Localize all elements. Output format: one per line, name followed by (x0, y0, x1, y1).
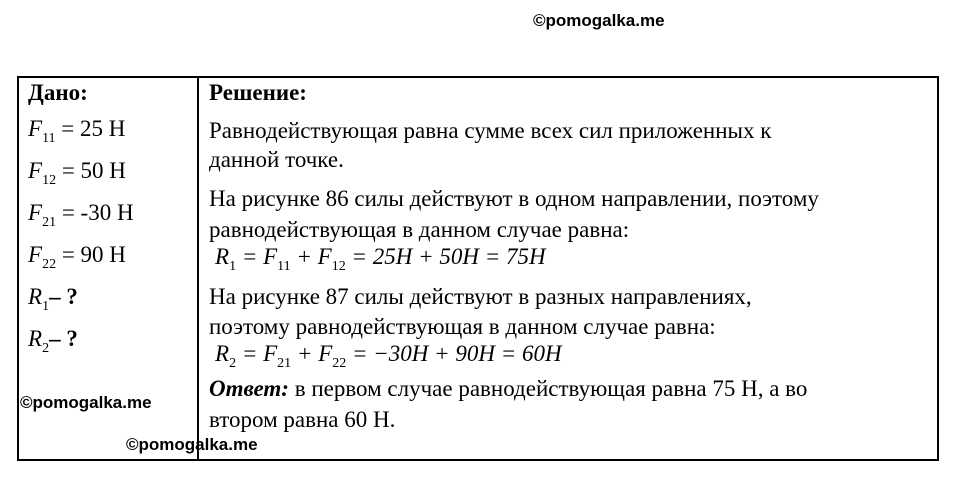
given-heading: Дано: (28, 80, 88, 105)
solution-text-line: поэтому равнодействующая в данном случае равна: (209, 314, 716, 339)
given-sub: 2 (42, 341, 50, 356)
solution-heading: Решение: (209, 80, 307, 105)
solution-text-line: На рисунке 86 силы действуют в одном направлении, поэтому (209, 186, 819, 211)
watermark-bottom: ©pomogalka.me (126, 435, 258, 454)
column-divider (197, 76, 199, 461)
given-sub: 22 (42, 257, 57, 272)
given-var: R (28, 284, 43, 309)
solution-text-line: На рисунке 87 силы действуют в разных направлениях, (209, 284, 752, 309)
watermark-left: ©pomogalka.me (20, 393, 152, 412)
given-item-r2 (28, 326, 78, 357)
given-value: = -30 Н (56, 200, 134, 225)
formula-var: F (263, 341, 278, 366)
given-sub: 12 (42, 173, 57, 188)
given-item-f11 (28, 116, 125, 147)
given-value: = 90 Н (56, 242, 126, 267)
given-item-f12 (28, 158, 126, 189)
answer-line (209, 374, 807, 404)
formula-var: R (215, 341, 230, 366)
formula-var: F (317, 244, 332, 269)
answer-label: Ответ: (209, 376, 289, 401)
given-item-f22 (28, 242, 126, 273)
given-var: F (28, 200, 43, 225)
formula-var: F (318, 341, 333, 366)
formula-sub: 11 (277, 259, 291, 274)
given-value: = 25 Н (55, 116, 126, 141)
formula-tail: = 25H + 50H = 75H (351, 244, 546, 269)
formula-var: F (263, 244, 278, 269)
solution-text-line: данной точке. (209, 147, 344, 172)
given-sub: 11 (42, 131, 56, 146)
given-column (28, 78, 193, 356)
answer-text: в первом случае равнодействующая равна 75 Н, а во (288, 376, 808, 401)
solution-text-line: равнодействующая в данном случае равна: (209, 217, 630, 242)
given-value: = 50 Н (56, 158, 126, 183)
formula-sub: 1 (229, 259, 237, 274)
formula-tail: = −30H + 90H = 60H (352, 341, 562, 366)
formula-sub: 2 (229, 356, 237, 371)
formula-sub: 21 (277, 356, 292, 371)
given-item-r1 (28, 284, 78, 315)
given-var: R (28, 326, 43, 351)
given-item-f21 (28, 200, 134, 231)
solution-column (209, 78, 929, 432)
answer-line-2: втором равна 60 Н. (209, 407, 396, 432)
formula-var: R (215, 244, 230, 269)
formula-sub: 22 (332, 356, 347, 371)
formula-sub: 12 (331, 259, 346, 274)
given-var: F (28, 158, 43, 183)
given-unknown: – ? (49, 326, 78, 351)
watermark-top: ©pomogalka.me (533, 11, 665, 30)
formula-r1: $R_1 = F_{11} + F_{12} = 25H + 50H = 75H$ (215, 244, 546, 274)
given-var: F (28, 116, 43, 141)
given-unknown: – ? (49, 284, 78, 309)
given-sub: 1 (42, 299, 50, 314)
solution-text-line: Равнодействующая равна сумме всех сил приложенных к (209, 118, 772, 143)
formula-r2: $R_2 = F_{21} + F_{22} = -30H + 90H = 60H$ (215, 341, 562, 371)
given-var: F (28, 242, 43, 267)
given-sub: 21 (42, 215, 57, 230)
